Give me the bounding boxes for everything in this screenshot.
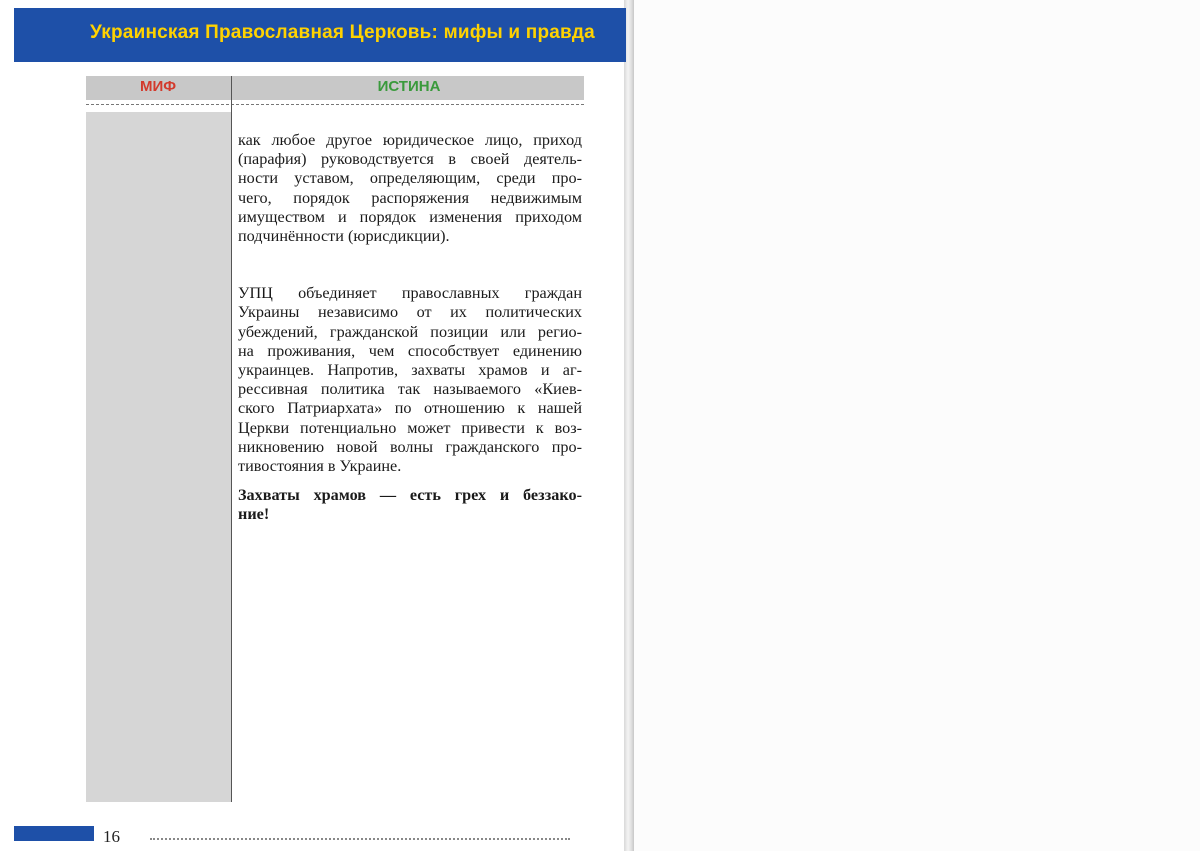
truth-paragraph-1 [238, 131, 582, 246]
text-line: Церкви потенциально может привести к воз- [238, 418, 582, 437]
text-line: как любое другое юридическое лицо, приход [238, 131, 582, 149]
text-line: подчинённости (юрисдикции). [238, 227, 450, 246]
book-spine [624, 0, 634, 851]
footer-bar [14, 826, 94, 841]
text-line: никновению новой волны гражданского про- [238, 437, 582, 456]
text-line: тивостояния в Украине. [238, 457, 402, 476]
text-line: Захваты храмов — есть грех и беззако- [238, 486, 582, 505]
text-line: на проживания, чем способствует единению [238, 341, 582, 360]
myth-column-shaded [86, 112, 231, 802]
text-line: (парафия) руководствуется в своей деятель- [238, 150, 582, 169]
truth-column-header: ИСТИНА [377, 78, 441, 95]
truth-column-text [238, 131, 582, 525]
right-page-blank [632, 0, 1200, 851]
text-line: рессивная политика так называемого «Киев- [238, 380, 582, 399]
header-dashed-rule [86, 104, 584, 105]
text-line: чего, порядок распоряжения недвижимым [238, 188, 582, 207]
truth-conclusion [238, 486, 582, 524]
text-line: ние! [238, 505, 270, 524]
myth-column-header: МИФ [139, 78, 177, 95]
column-divider [231, 76, 232, 802]
footer-dotted-rule [150, 838, 570, 840]
text-line: украинцев. Напротив, захваты храмов и аг- [238, 361, 582, 380]
text-line: УПЦ объединяет православных граждан [238, 284, 582, 303]
truth-paragraph-2 [238, 284, 582, 476]
header-title: Украинская Православная Церковь: мифы и правда [90, 22, 595, 43]
text-line: Украины независимо от их политических [238, 303, 582, 322]
text-line: ского Патриархата» по отношению к нашей [238, 399, 582, 418]
page-number: 16 [103, 827, 120, 846]
text-line: имуществом и порядок изменения приходом [238, 207, 582, 226]
text-line: ности уставом, определяющим, среди про- [238, 169, 582, 188]
text-line: убеждений, гражданской позиции или регио- [238, 322, 582, 341]
